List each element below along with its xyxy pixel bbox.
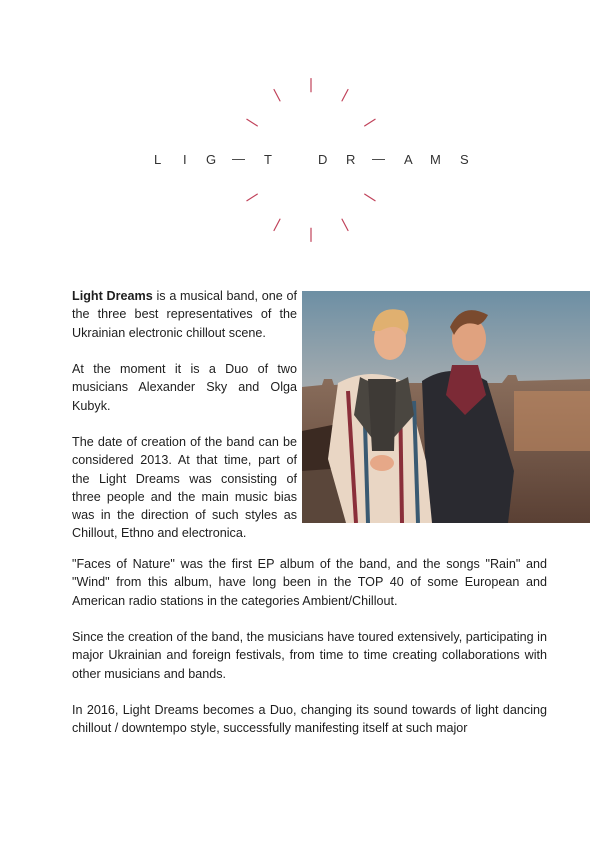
band-photo	[302, 291, 590, 523]
logo-letter: I	[183, 152, 187, 167]
sun-ray	[247, 194, 257, 201]
duo-paragraph: At the moment it is a Duo of two musicians Alexander Sky and Olga Kubyk.	[72, 362, 297, 413]
logo-dash: —	[232, 151, 245, 166]
touring-paragraph: Since the creation of the band, the musicians have toured extensively, participating in major Ukrainian and foreign festivals, from time to time creating collaborations with other musicians and bands.	[72, 630, 547, 681]
logo-letter: R	[346, 152, 356, 167]
duo-2016-paragraph: In 2016, Light Dreams becomes a Duo, changing its sound towards of light dancing chillout / downtempo style, successfully manifesting itself at such major	[72, 703, 547, 736]
band-name: Light Dreams	[72, 289, 153, 303]
intro-paragraph	[72, 287, 297, 342]
sun-ray	[365, 119, 375, 126]
logo-letter: T	[264, 152, 272, 167]
band-logo	[0, 0, 596, 260]
ep-album-paragraph: "Faces of Nature" was the first EP album of the band, and the songs "Rain" and "Wind" from this album, have long been in the TOP 40 of some European and American radio stations in the categories Ambient/Chillout.	[72, 557, 547, 608]
sun-rays-icon	[0, 0, 596, 260]
sun-ray	[365, 194, 375, 201]
intro-text: is a musical band, one of the three best representatives of the Ukrainian electronic chillout scene.	[72, 289, 298, 340]
sun-ray	[247, 119, 257, 126]
logo-wordmark	[150, 151, 480, 171]
history-paragraph: The date of creation of the band can be considered 2013. At that time, part of the Light Dreams was consisting of three people and the main music bias was in the direction of such styles as Chillout, Ethno and electronica.	[72, 435, 297, 541]
sun-ray	[274, 90, 280, 101]
sun-ray	[342, 219, 348, 230]
logo-letter: S	[460, 152, 469, 167]
logo-dash: —	[372, 151, 385, 166]
logo-letter: L	[154, 152, 162, 167]
sun-ray	[274, 219, 280, 230]
logo-letter: D	[318, 152, 328, 167]
logo-letter: M	[430, 152, 441, 167]
logo-letter: G	[206, 152, 217, 167]
logo-letter: A	[404, 152, 413, 167]
sun-ray	[342, 90, 348, 101]
